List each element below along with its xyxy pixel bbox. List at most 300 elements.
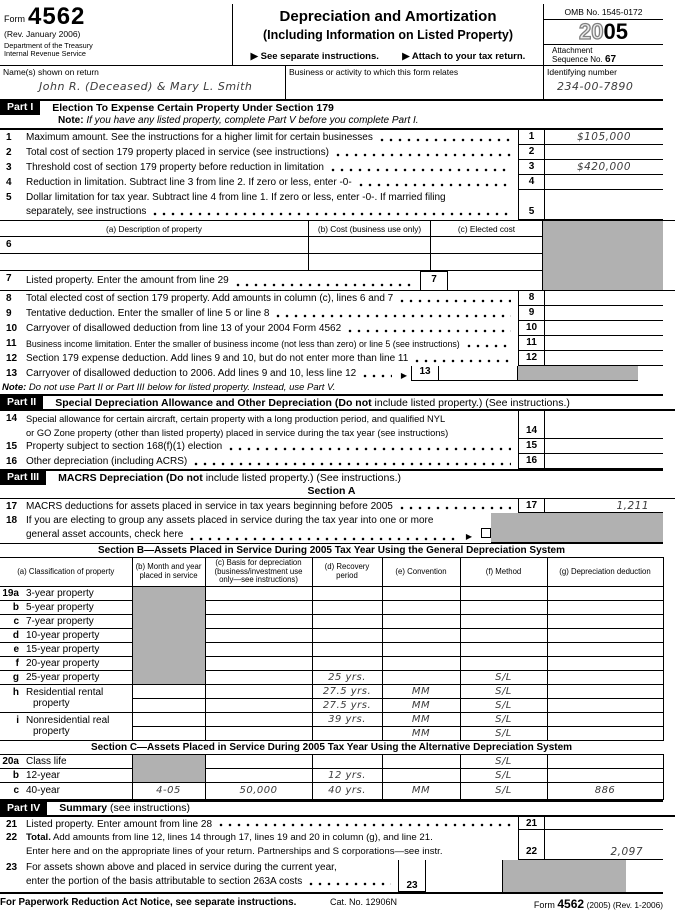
method-cell[interactable]	[460, 628, 547, 642]
line-6-table	[0, 220, 675, 291]
line-6-elected-cell-2[interactable]	[430, 254, 543, 271]
line-13-box: 13	[411, 366, 439, 381]
deduction-cell[interactable]	[547, 614, 663, 628]
col-a-header: (a) Description of property	[0, 221, 308, 237]
convention-cell: MM	[382, 712, 460, 726]
line-12-box: 12	[518, 351, 545, 366]
line-17-number: 17	[6, 501, 18, 512]
basis-cell[interactable]	[205, 684, 312, 698]
section-c-table	[0, 754, 664, 800]
row-label: 7-year property	[26, 615, 94, 627]
part3-label: Part III	[0, 470, 46, 485]
method-cell[interactable]	[460, 642, 547, 656]
line-4-text: Reduction in limitation. Subtract line 3 from line 2. If zero or less, enter -0-	[26, 177, 352, 188]
dot-leader	[336, 153, 511, 157]
line-22-value[interactable]: 2,097	[545, 830, 663, 860]
row-label: Class life	[26, 755, 67, 767]
line-13-text: Carryover of disallowed deduction to 2006. Add lines 9 and 10, less line 12	[26, 368, 357, 379]
line-10-box: 10	[518, 321, 545, 336]
row-label-2: property	[33, 726, 70, 737]
line-8-number: 8	[6, 293, 12, 304]
line-1-number: 1	[6, 132, 12, 143]
basis-cell[interactable]	[205, 768, 312, 782]
convention-cell: MM	[382, 698, 460, 712]
shaded-area	[503, 860, 626, 892]
basis-cell[interactable]	[205, 754, 312, 768]
shaded-month-cell	[132, 586, 205, 684]
line-11-number: 11	[6, 338, 17, 349]
method-cell: S/L	[460, 698, 547, 712]
col-c-header: (c) Basis for depreciation (business/investment use only—see instructions)	[205, 558, 312, 587]
convention-cell: MM	[382, 684, 460, 698]
convention-cell[interactable]	[382, 600, 460, 614]
line-22-number: 22	[6, 831, 18, 843]
part4-label: Part IV	[0, 801, 47, 816]
month-cell[interactable]: 4-05	[132, 782, 205, 799]
line-22	[0, 830, 675, 860]
row-19g: g 25-year property 25 yrs. S/L	[0, 670, 663, 684]
part1-label: Part I	[0, 100, 40, 115]
line-13	[0, 366, 675, 381]
line-5-value[interactable]	[545, 190, 663, 220]
dot-leader	[153, 212, 511, 216]
line-23-box: 23	[406, 879, 418, 891]
line-8-box: 8	[518, 291, 545, 306]
attachment-label: Attachment	[552, 46, 593, 55]
recovery-cell: 12 yrs.	[312, 768, 382, 782]
line-15-value[interactable]	[545, 439, 663, 454]
month-cell[interactable]	[132, 726, 205, 740]
line-15-number: 15	[6, 441, 18, 452]
convention-cell[interactable]	[382, 642, 460, 656]
part1-band	[0, 99, 663, 114]
row-label: 25-year property	[26, 671, 100, 683]
line-4	[0, 175, 675, 190]
dot-leader	[467, 344, 511, 348]
part2-title: Special Depreciation Allowance and Other Depreciation (Do not include listed property.) (See instructions.)	[55, 396, 570, 409]
recovery-cell: 40 yrs.	[312, 782, 382, 799]
part4-band	[0, 800, 663, 815]
line-21-text: Listed property. Enter amount from line 28	[26, 818, 213, 830]
line-7-value[interactable]	[448, 271, 543, 290]
line-6-description-cell-2[interactable]	[0, 254, 308, 271]
row-19c: c 7-year property	[0, 614, 663, 628]
deduction-cell[interactable]	[547, 642, 663, 656]
part2-band	[0, 394, 663, 409]
line-6-row-1	[0, 237, 543, 254]
dot-leader	[380, 138, 511, 142]
basis-cell[interactable]	[205, 656, 312, 670]
line-7-box: 7	[420, 271, 448, 290]
row-19a: 19a 3-year property	[0, 586, 663, 600]
line-22-bold: Total.	[26, 831, 51, 843]
line-21-value[interactable]	[545, 817, 663, 830]
line-11-text: Business income limitation. Enter the smaller of business income (not less than zero) or line 5 (see instructions)	[26, 339, 460, 349]
line-21-number: 21	[6, 818, 18, 830]
line-8-value[interactable]	[545, 291, 663, 306]
line-5-number: 5	[6, 192, 12, 203]
line-12	[0, 351, 675, 366]
row-label: Residential rental	[26, 687, 104, 698]
dept-treasury: Department of the Treasury	[4, 41, 93, 50]
line-17	[0, 498, 675, 513]
line-16-number: 16	[6, 456, 18, 467]
deduction-cell[interactable]	[547, 726, 663, 740]
row-19f: f 20-year property	[0, 656, 663, 670]
dot-leader	[276, 314, 511, 318]
row-label: 10-year property	[26, 629, 100, 641]
line-14	[0, 409, 675, 439]
convention-cell[interactable]	[382, 656, 460, 670]
col-b-header: (b) Month and year placed in service	[132, 558, 205, 587]
dot-leader	[190, 537, 457, 541]
line-7-text: Listed property. Enter the amount from line 29	[26, 275, 229, 286]
line-2-text: Total cost of section 179 property placed in service (see instructions)	[26, 147, 329, 158]
line-12-number: 12	[6, 353, 18, 364]
line-14-text: Special allowance for certain aircraft, certain property with a long production period, and qualified NYL	[26, 414, 446, 424]
footer-form-id: Form 4562 (2005) (Rev. 1-2006)	[533, 896, 663, 911]
line-15-text: Property subject to section 168(f)(1) election	[26, 441, 223, 452]
recovery-cell: 27.5 yrs.	[312, 698, 382, 712]
form-title-block	[233, 4, 543, 65]
line-23	[0, 860, 675, 892]
deduction-cell[interactable]	[547, 600, 663, 614]
line-15-box: 15	[518, 439, 545, 454]
section-b-table	[0, 557, 664, 741]
part3-title: MACRS Depreciation (Do not include listed property.) (See instructions.)	[58, 471, 402, 484]
line-13-number: 13	[6, 368, 18, 379]
line-6-elected-cell-1[interactable]	[430, 237, 543, 254]
line-8	[0, 291, 675, 306]
line-23-value[interactable]	[426, 860, 503, 892]
line-1-value[interactable]: $105,000	[545, 130, 663, 145]
deduction-cell[interactable]	[547, 698, 663, 712]
line-14-box: 14	[525, 425, 538, 436]
line-7-number: 7	[6, 273, 12, 284]
line-9-value[interactable]	[545, 306, 663, 321]
basis-cell[interactable]: 50,000	[205, 782, 312, 799]
catalog-number: Cat. No. 12906N	[330, 896, 398, 907]
row-19b: b 5-year property	[0, 600, 663, 614]
line-16-value[interactable]	[545, 454, 663, 469]
line-1-text: Maximum amount. See the instructions for a higher limit for certain businesses	[26, 132, 373, 143]
row-label: 15-year property	[26, 643, 100, 655]
omb-number: OMB No. 1545-0172	[544, 4, 663, 20]
dot-leader	[348, 329, 511, 333]
line-5-box: 5	[528, 206, 535, 217]
line-10-number: 10	[6, 323, 18, 334]
convention-cell: MM	[382, 782, 460, 799]
line-5	[0, 190, 675, 220]
line-23-text: For assets shown above and placed in service during the current year,	[26, 861, 337, 873]
deduction-cell[interactable]: 886	[547, 782, 663, 799]
recovery-cell[interactable]	[312, 656, 382, 670]
line-4-value[interactable]	[545, 175, 663, 190]
line-16	[0, 454, 675, 469]
deduction-cell[interactable]	[547, 628, 663, 642]
col-d-header: (d) Recovery period	[312, 558, 382, 587]
form-id-block	[0, 4, 233, 65]
line-18-number: 18	[6, 515, 18, 526]
shaded-area	[491, 513, 663, 543]
line-3	[0, 160, 675, 175]
convention-cell[interactable]	[382, 754, 460, 768]
basis-cell[interactable]	[205, 642, 312, 656]
line-5-text2: separately, see instructions	[26, 206, 147, 217]
line-14-text2: or GO Zone property (other than listed property) placed in service during the tax year (see instructions)	[26, 428, 449, 438]
row-label: 12-year	[26, 769, 60, 781]
row-label: Nonresidential real	[26, 715, 110, 726]
note-2	[0, 381, 663, 394]
basis-cell[interactable]	[205, 726, 312, 740]
month-cell[interactable]	[132, 712, 205, 726]
line-6-number[interactable]: 6	[0, 237, 308, 254]
convention-cell[interactable]	[382, 670, 460, 684]
line-17-box: 17	[518, 499, 545, 513]
line-17-text: MACRS deductions for assets placed in service in tax years beginning before 2005	[26, 501, 393, 512]
form-word: Form	[4, 14, 25, 24]
row-label: 3-year property	[26, 587, 94, 599]
attach-note: ▶ Attach to your tax return.	[402, 51, 526, 62]
line-2-number: 2	[6, 147, 12, 158]
line-2-value[interactable]	[545, 145, 663, 160]
part1-title: Election To Expense Certain Property Under Section 179	[52, 101, 334, 114]
deduction-cell[interactable]	[547, 670, 663, 684]
basis-cell[interactable]	[205, 712, 312, 726]
line-4-box: 4	[518, 175, 545, 190]
line-3-value[interactable]: $420,000	[545, 160, 663, 175]
note-label: Note:	[2, 382, 27, 393]
row-label-2: property	[33, 698, 70, 709]
method-cell: S/L	[460, 712, 547, 726]
deduction-cell[interactable]	[547, 656, 663, 670]
note-text: Do not use Part II or Part III below for listed property. Instead, use Part V.	[28, 382, 336, 393]
method-cell: S/L	[460, 726, 547, 740]
form-subtitle: (Including Information on Listed Property)	[263, 28, 513, 42]
line-10	[0, 321, 675, 336]
line-17-value[interactable]: 1,211	[545, 499, 663, 513]
row-label: 40-year	[26, 785, 60, 796]
basis-cell[interactable]	[205, 586, 312, 600]
identifying-number-field[interactable]: 234-00-7890	[557, 80, 634, 93]
line-1	[0, 130, 675, 145]
row-20c: c 40-year 4-05 50,000 40 yrs. MM S/L 886	[0, 782, 663, 799]
deduction-cell[interactable]	[547, 754, 663, 768]
part3-band	[0, 469, 663, 484]
dot-leader	[359, 183, 511, 187]
line-2-box: 2	[518, 145, 545, 160]
form-footer	[0, 892, 663, 911]
year-outline: 20	[579, 19, 604, 44]
dot-leader	[309, 882, 391, 886]
row-label: 5-year property	[26, 601, 94, 613]
col-g-header: (g) Depreciation deduction	[547, 558, 663, 587]
line-9	[0, 306, 675, 321]
convention-cell[interactable]	[382, 628, 460, 642]
dot-leader	[415, 359, 511, 363]
omb-year-block	[543, 4, 663, 65]
part2-label: Part II	[0, 395, 43, 410]
line-3-text: Threshold cost of section 179 property before reduction in limitation	[26, 162, 324, 173]
line-16-box: 16	[518, 454, 545, 469]
see-instructions-note: ▶ See separate instructions.	[250, 51, 379, 62]
form-title: Depreciation and Amortization	[279, 8, 497, 25]
line-16-text: Other depreciation (including ACRS)	[26, 456, 188, 467]
dot-leader	[236, 283, 413, 287]
convention-cell: MM	[382, 726, 460, 740]
line-5-text: Dollar limitation for tax year. Subtract line 4 from line 1. If zero or less, enter -0-. If married filing	[26, 192, 446, 203]
line-14-number: 14	[6, 413, 18, 424]
line-7	[0, 271, 543, 290]
deduction-cell[interactable]	[547, 684, 663, 698]
convention-cell[interactable]	[382, 614, 460, 628]
right-arrow-icon: ▶	[400, 371, 407, 380]
right-arrow-icon: ▶	[465, 532, 472, 541]
section-a-title: Section A	[307, 485, 356, 497]
year-bold: 05	[603, 19, 628, 44]
row-19i: i Nonresidential real property 39 yrs. MM S/L	[0, 712, 663, 726]
basis-cell[interactable]	[205, 698, 312, 712]
basis-cell[interactable]	[205, 614, 312, 628]
method-cell[interactable]	[460, 600, 547, 614]
recovery-cell	[312, 726, 382, 740]
shaded-area	[543, 221, 663, 290]
deduction-cell[interactable]	[547, 712, 663, 726]
form-header	[0, 4, 663, 66]
line-18	[0, 513, 675, 543]
method-cell: S/L	[460, 684, 547, 698]
recovery-cell[interactable]	[312, 628, 382, 642]
month-cell[interactable]	[132, 684, 205, 698]
line-6-cost-cell-2[interactable]	[308, 254, 430, 271]
line-9-text: Tentative deduction. Enter the smaller of line 5 or line 8	[26, 308, 270, 319]
line-3-number: 3	[6, 162, 12, 173]
part1-note	[0, 114, 663, 130]
method-cell: S/L	[460, 754, 547, 768]
irs-label: Internal Revenue Service	[4, 49, 86, 58]
col-f-header: (f) Method	[460, 558, 547, 587]
sequence-number: 67	[604, 54, 617, 65]
col-a-header: (a) Classification of property	[0, 558, 132, 587]
line-8-text: Total elected cost of section 179 property. Add amounts in column (c), lines 6 and 7	[26, 293, 394, 304]
method-cell[interactable]	[460, 656, 547, 670]
row-20b: b 12-year 12 yrs. S/L	[0, 768, 663, 782]
dot-leader	[363, 374, 392, 378]
sequence-label: Sequence No.	[552, 55, 603, 64]
form-revision: (Rev. January 2006)	[4, 29, 81, 39]
line-9-box: 9	[518, 306, 545, 321]
row-19h: h Residential rental property 27.5 yrs. MM S/L	[0, 684, 663, 698]
line-6-cost-cell-1[interactable]	[308, 237, 430, 254]
line-23-number: 23	[6, 861, 18, 873]
convention-cell[interactable]	[382, 586, 460, 600]
dot-leader	[331, 168, 511, 172]
line-9-number: 9	[6, 308, 12, 319]
line-14-value[interactable]	[545, 411, 663, 439]
part4-title: Summary (see instructions)	[59, 802, 190, 814]
line-4-number: 4	[6, 177, 12, 188]
line-3-box: 3	[518, 160, 545, 175]
identifying-number-label: Identifying number	[547, 67, 617, 77]
basis-cell[interactable]	[205, 670, 312, 684]
paperwork-notice: For Paperwork Reduction Act Notice, see separate instructions.	[0, 896, 297, 908]
col-e-header: (e) Convention	[382, 558, 460, 587]
line-15	[0, 439, 675, 454]
recovery-cell[interactable]	[312, 614, 382, 628]
basis-cell[interactable]	[205, 600, 312, 614]
line-10-text: Carryover of disallowed deduction from line 13 of your 2004 Form 4562	[26, 323, 342, 334]
note-text: If you have any listed property, complete Part V before you complete Part I.	[86, 115, 419, 126]
form-number: 4562	[28, 3, 86, 30]
dot-leader	[219, 823, 511, 827]
line-2	[0, 145, 675, 160]
method-cell: S/L	[460, 782, 547, 799]
identity-row	[0, 66, 663, 99]
line-21-box: 21	[518, 817, 545, 830]
line-1-box: 1	[518, 130, 545, 145]
row-19e: e 15-year property	[0, 642, 663, 656]
dot-leader	[400, 506, 511, 510]
line-12-value[interactable]	[545, 351, 663, 366]
method-cell[interactable]	[460, 614, 547, 628]
line-13-value[interactable]	[439, 366, 518, 381]
recovery-cell: 39 yrs.	[312, 712, 382, 726]
line-10-value[interactable]	[545, 321, 663, 336]
row-20a: 20a Class life S/L	[0, 754, 663, 768]
name-field[interactable]: John R. (Deceased) & Mary L. Smith	[39, 80, 253, 93]
line-18-text: If you are electing to group any assets placed in service during the tax year into one or more	[26, 515, 434, 526]
row-19d: d 10-year property	[0, 628, 663, 642]
line-11-box: 11	[518, 336, 545, 351]
dot-leader	[400, 299, 511, 303]
method-cell[interactable]	[460, 586, 547, 600]
line-22-text2: Enter here and on the appropriate lines of your return. Partnerships and S corporations—see instr.	[26, 845, 443, 857]
note-label: Note:	[58, 115, 84, 126]
dot-leader	[194, 462, 511, 466]
business-label: Business or activity to which this form relates	[289, 67, 459, 77]
col-c-header: (c) Elected cost	[430, 221, 543, 237]
section-c-title: Section C—Assets Placed in Service During 2005 Tax Year Using the Alternative Depreciation System	[90, 741, 573, 753]
section-b-title: Section B—Assets Placed in Service During 2005 Tax Year Using the General Depreciation System	[0, 543, 663, 557]
recovery-cell[interactable]	[312, 754, 382, 768]
line-22-box: 22	[525, 845, 538, 857]
method-cell: S/L	[460, 768, 547, 782]
deduction-cell[interactable]	[547, 768, 663, 782]
recovery-cell[interactable]	[312, 642, 382, 656]
dot-leader	[229, 447, 511, 451]
recovery-cell: 25 yrs.	[312, 670, 382, 684]
recovery-cell: 27.5 yrs.	[312, 684, 382, 698]
month-cell[interactable]	[132, 698, 205, 712]
line-23-text2: enter the portion of the basis attributable to section 263A costs	[26, 875, 303, 887]
basis-cell[interactable]	[205, 628, 312, 642]
group-assets-checkbox[interactable]	[481, 528, 491, 538]
shaded-area	[518, 366, 638, 381]
convention-cell[interactable]	[382, 768, 460, 782]
tax-year	[544, 20, 663, 43]
line-22-text: Add amounts from line 12, lines 14 through 17, lines 19 and 20 in column (g), and line 21.	[50, 831, 433, 843]
recovery-cell[interactable]	[312, 600, 382, 614]
row-label: 20-year property	[26, 657, 100, 669]
deduction-cell[interactable]	[547, 586, 663, 600]
recovery-cell[interactable]	[312, 586, 382, 600]
name-label: Name(s) shown on return	[3, 67, 99, 77]
col-b-header: (b) Cost (business use only)	[308, 221, 430, 237]
line-11-value[interactable]	[545, 336, 663, 351]
line-12-text: Section 179 expense deduction. Add lines 9 and 10, but do not enter more than line 11	[26, 353, 409, 364]
line-21	[0, 815, 675, 830]
line-6-row-2	[0, 254, 543, 271]
